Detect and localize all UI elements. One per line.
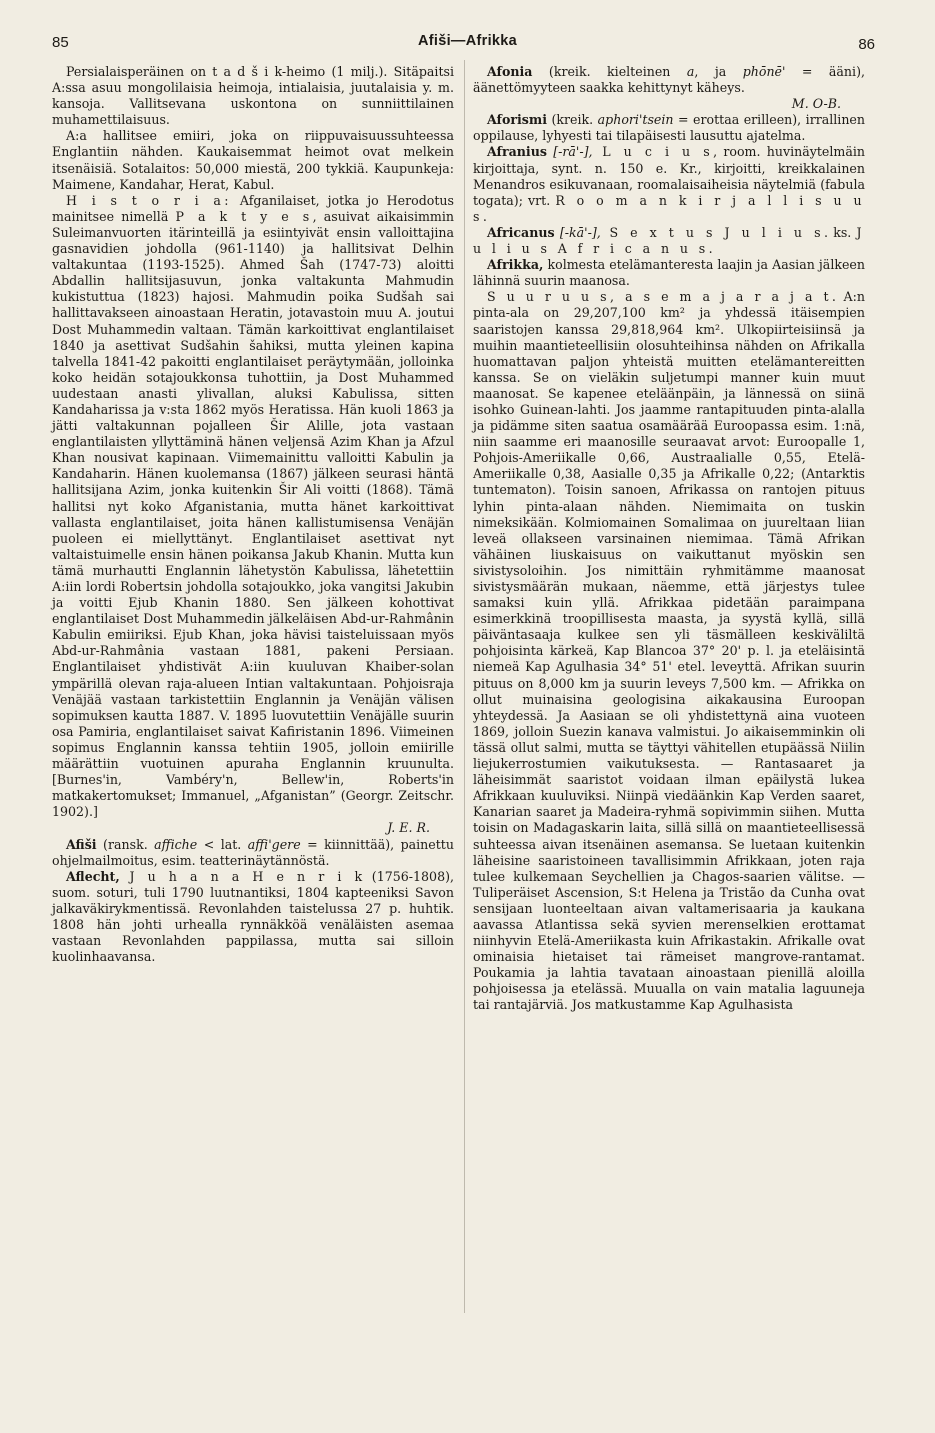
section-label: S u u r u u s, a s e m a j a r a j a t. [487, 289, 840, 305]
entry-africanus: Africanus [-kā'-], S e x t u s J u l i u s. ks. J u l i u s A f r i c a n u s. [473, 224, 865, 257]
cross-reference: R o o m a n k i r j a l l i s u u s [473, 192, 865, 224]
entry-aforismi: Aforismi (kreik. aphori'tsein = erottaa erilleen), irrallinen oppilause, lyhyesti tai tilapäisesti lausuttu ajatelma. [473, 112, 865, 144]
headword: Afonia [487, 64, 533, 79]
headword: Afiši [66, 836, 97, 852]
emphasized-name: P a k t y e s [175, 208, 313, 224]
paragraph: Persialaisperäinen on t a d š i k-heimo (1 milj.). Sitäpaitsi A:ssa asuu mongolilaisia heimoja, intialaisia, juutalaisia y. m. kansoja. Vallitsevana uskontona on sunniittilainen muhamettilaisuus. [52, 64, 454, 128]
emphasized-name: S e x t u s J u l i u s [600, 224, 824, 240]
history-paragraph: H i s t o r i a: Afganilaiset, jotka jo Herodotus mainitsee nimellä P a k t y e s, asuivat aikaisimmin Suleimanvuorten itärinteillä ja esiintyivät ensin valloittajina gasnavidien johdolla (961-1140) ja hallitsivat Delhin valtakuntaa (1193-1525). Ahmed Šah (1747-73) aloitti Abdallin hallitsijasuvun, jonka valtakunta Mahmudin kukistuttua (1823) hajosi. Mahmudin poika Sudšah sai hallittavakseen ainoastaan Heratin, jotavastoin muu A. joutui Dost Muhammedin valtaan. Tämän karkoittivat englantilaiset 1840 ja asettivat Sudšahin šahiksi, mutta yleinen kapina talvella 1841-42 pakoitti englantilaiset peräytymään, jolloinka koko heidän sotajoukkonsa tuhottiin, ja Dost Muhammed uudestaan anasti ylivallan, aluksi Kabulissa, sitten Kandaharissa ja v:sta 1862 myös Heratissa. Hän kuoli 1863 ja jätti valtakunnan pojalleen Šir Alille, jota vastaan englantilaisten yllyttäminä hänen veljensä Azim Khan ja Afzul Khan nousivat kapinaan. Viimemainittu valloitti Kabulin ja Kandaharin. Hänen kuolemansa (1867) jälkeen seurasi häntä hallitsijana Azim, jonka kuitenkin Šir Ali voitti (1868). Tämä hallitsi nyt koko Afganistania, mutta hänet karkoittivat vallasta englantilaiset, joita hänen kallistumisensa Venäjän puoleen ei miellyttänyt. Englantilaiset asettivat nyt valtaistuimelle ensin hänen poikansa Jakub Khanin. Mutta kun tämä murhautti Englannin lähetystön Kabulissa, lähetettiin A:iin lordi Robertsin johdolla sotajoukko, joka vangitsi Jakubin ja voitti Ejub Khanin 1880. Sen jälkeen kohottivat englantilaiset Dost Muhammedin jälkeläisen Abd-ur-Rahmânin Kabulin emiiriksi. Ejub Khan, joka hävisi taisteluissaan myös Abd-ur-Rahmânia vastaan 1881, pakeni Persiaan. Englantilaiset yhdistivät A:iin kuuluvan Khaiber-solan ympärillä olevan raja-alueen Intian valtakuntaan. Pohjoisraja Venäjää vastaan tarkistettiin Englannin ja Venäjän välisen sopimuksen kautta 1887. V. 1895 luovutettiin Venäjälle suurin osa Pamiria, englantilaiset saivat Kafiristanin 1896. Viimeinen sopimus Englannin kanssa tehtiin 1905, jolloin emiirille määrättiin vuotuinen apuraha Englannin kruunulta. [Burnes'in, Vambéry'n, Bellew'in, Roberts'in matkakertomukset; Immanuel, „Afganistan” (Georgr. Zeitschr. 1902).] [52, 192, 454, 820]
entry-afisi: Afiši (ransk. affiche < lat. affi'gere = kiinnittää), painettu ohjelmailmoitus, esim. teatterinäytännöstä. [52, 836, 454, 868]
left-column [52, 64, 454, 965]
headword: Afrikka, [487, 257, 544, 273]
emphasized-name: L u c i u s [592, 144, 714, 160]
section-label: H i s t o r i a: [66, 192, 232, 208]
right-column [473, 64, 865, 1014]
entry-aflecht: Aflecht, J u h a n a H e n r i k (1756-1808), suom. soturi, tuli 1790 luutnantiksi, 1804 kapteeniksi Savon jalkaväkirykmentissä. Revonlahden taistelussa 27 p. huhtik. 1808 hän johti urhealla rynnäkköä venäläisten asemaa vastaan Revonlahden pappilassa, mutta sai silloin kuolinhaavansa. [52, 868, 454, 965]
author-signature: J. E. R. [387, 820, 430, 836]
author-signature: M. O-B. [791, 96, 841, 112]
entry-afonia: Afonia (kreik. kielteinen a, ja phōnē' = ääni), äänettömyyteen saakka kehittynyt käheys. [473, 64, 865, 96]
headword: Afranius [487, 144, 547, 160]
headword: Africanus [487, 224, 555, 240]
headword: Aflecht, [66, 868, 120, 884]
page-header [0, 30, 935, 56]
page-number-left: 85 [52, 34, 69, 51]
column-divider [464, 60, 465, 1313]
page-number-right: 86 [858, 36, 875, 53]
emphasized-name: J u h a n a H e n r i k [119, 868, 366, 884]
headword: Aforismi [487, 112, 547, 128]
paragraph: A:a hallitsee emiiri, joka on riippuvaisuussuhteessa Englantiin nähden. Kaukaisemmat heimot ovat melkein itsenäisiä. Sotalaitos: 50,000 miestä, 200 tykkiä. Kaupunkeja: Maimene, Kandahar, Herat, Kabul. [52, 128, 454, 192]
size-location-paragraph: S u u r u u s, a s e m a j a r a j a t. A:n pinta-ala on 29,207,100 km² ja yhdessä itäisempien saaristojen kanssa 29,818,964 km². Ulkopiirteisiinsä ja muihin maantieteellisiin olosuhteihinsa nähden on Afrikalla huomattavan paljon yhteistä muitten etelämantereitten kanssa. Se on vieläkin suljetumpi manner kuin muut maanosat. Se kapenee eteläänpäin, ja lännessä on siinä isohko Guinean-lahti. Jos jaamme rantapituuden pinta-alalla ja pidämme siten saatua osamäärää Euroopassa esim. 1:nä, niin saamme eri maanosille seuraavat arvot: Euroopalle 1, Pohjois-Ameriikalle 0,66, Austraalialle 0,55, Etelä-Ameriikalle 0,38, Aasialle 0,35 ja Afrikalle 0,22; (Antarktis tuntematon). Toisin sanoen, Afrikassa on rantojen pituus lyhin pinta-alaan nähden. Niemimaita on tuskin nimeksikään. Kolmiomainen Somalimaa on juureltaan liian leveä ollakseen varsinainen niemimaa. Tämä Afrikan vähäinen liuskaisuus on vaikuttanut myöskin sen sivistysoloihin. Jos nimittäin ryhmitämme maanosat sivistysmäärän mukaan, näemme, että järjestys tulee samaksi kuin yllä. Afrikkaa pidetään paraimpana esimerkkinä troopillisesta maasta, ja syystä kyllä, sillä päiväntasaaja kulkee sen yli täsmälleen keskiväliltä pohjoisinta kärkeä, Kap Blancoa 37° 20' p. l. ja eteläisintä niemeä Kap Agulhasia 34° 51' etel. leveyttä. Afrikan suurin pituus on 8,000 km ja suurin leveys 7,500 km. — Afrikka on ollut muinaisina geologisina aikakausina Euroopan yhteydessä. Ja Aasiaan se oli yhdistettynä aina vuoteen 1869, jolloin Suezin kanava valmistui. Jo aikaisemminkin oli tässä ollut salmi, mutta se täyttyi vähitellen etupäässä Niilin liejukerrostumien vaikutuksesta. — Rantasaaret ja läheisimmät saaristot voidaan ilman epäilystä lukea Afrikkaan kuuluviksi. Niinpä viedäänkin Kap Verden saaret, Kanarian saaret ja Madeira-ryhmä sopivimmin siihen. Mutta toisin on Madagaskarin laita, sillä sillä on maantieteellisessä suhteessa aivan itsenäinen asemansa. Se luetaan kuitenkin läheisine saaristoineen tavallisimmin Afrikkaan, joten raja tulee kulkemaan Seychellien ja Chagos-saarien välitse. — Tuliperäiset Ascension, S:t Helena ja Tristão da Cunha ovat sensijaan luonteeltaan aivan valtamerisaaria ja kaukana aavassa Atlantissa sekä syvien merenselkien erottamat niinhyvin Etelä-Ameriikasta kuin Afrikastakin. Afrikalle ovat ominaisia hietaiset tai rämeiset mangrove-rantamat. Poukamia ja lahtia tavataan ainoastaan pienillä aloilla pohjoisessa ja etelässä. Muualla on vain matalia laguuneja tai rantajärviä. Jos matkustamme Kap Agulhasista [473, 289, 865, 1013]
cross-reference: J u l i u s A f r i c a n u s [473, 224, 865, 257]
entry-afranius: Afranius [-rā'-], L u c i u s, room. huvinäytelmäin kirjoittaja, synt. n. 150 e. Kr., kirjoitti, kreikkalainen Menandros esikuvanaan, roomalaisaiheisia näytelmiä (fabula togata); vrt. R o o m a n k i r j a l l i s u u s. [473, 144, 865, 224]
entry-afrikka: Afrikka, kolmesta etelämanteresta laajin ja Aasian jälkeen lähinnä suurin maanosa. [473, 257, 865, 289]
running-title: Afiši—Afrikka [418, 33, 517, 49]
